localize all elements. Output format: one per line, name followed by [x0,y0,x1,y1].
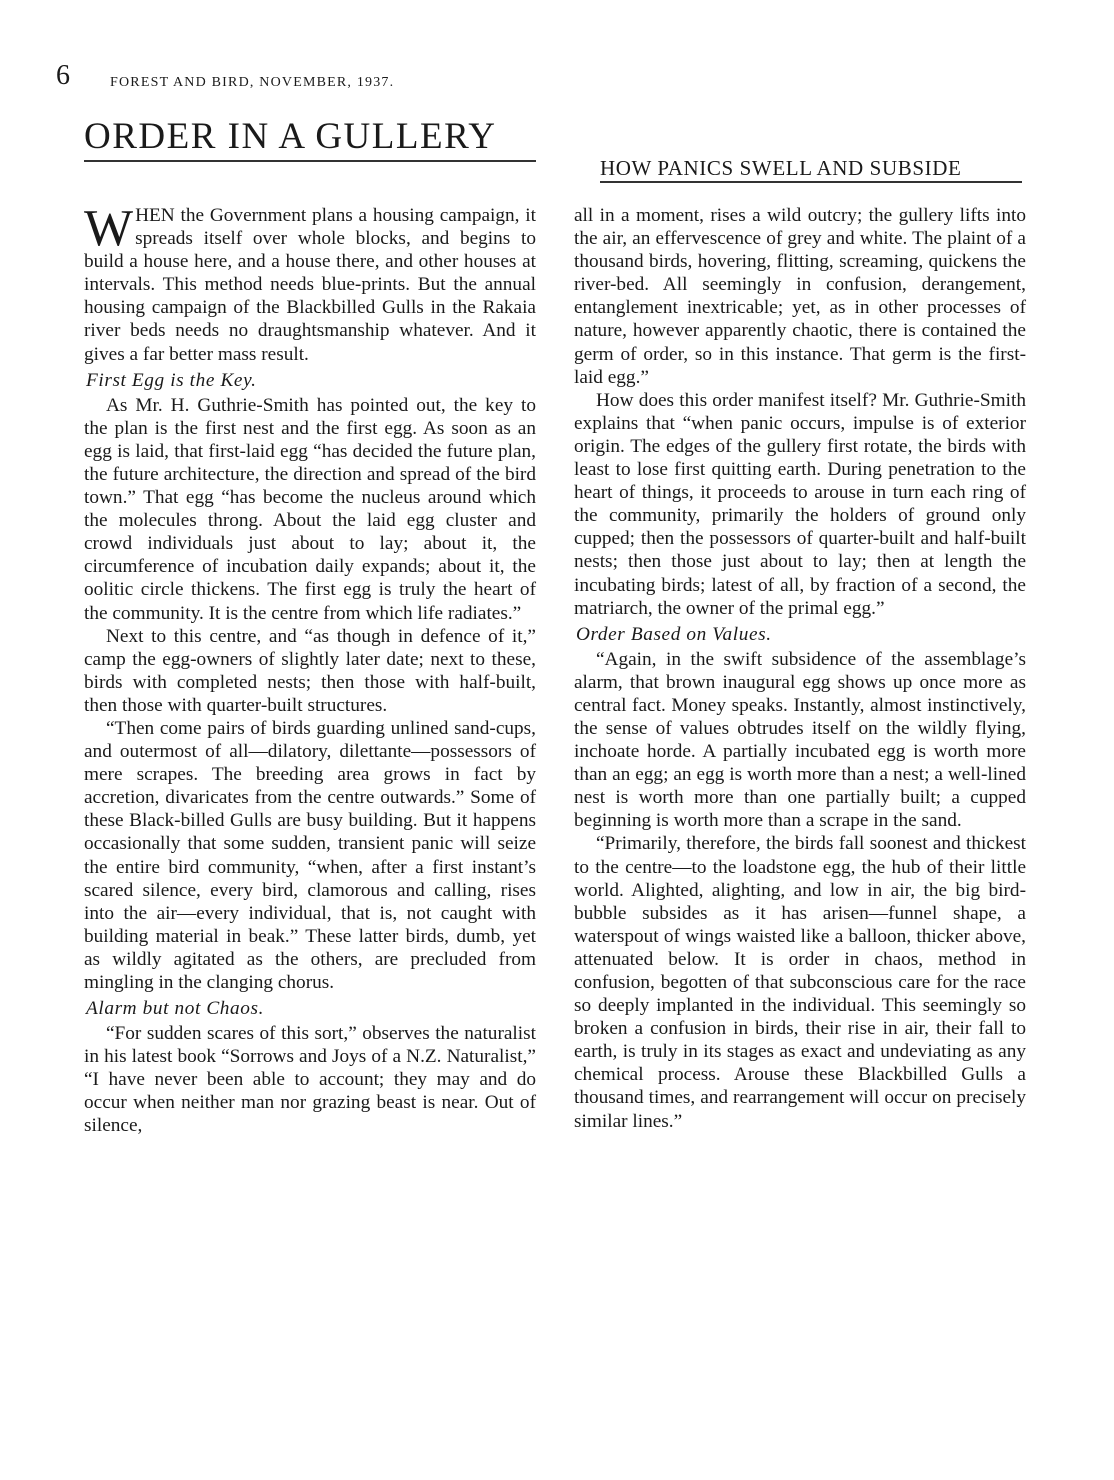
paragraph: “Then come pairs of birds guarding unlined sand-cups, and outermost of all—dilatory, dilettante—possessors of mere scrapes. The breeding area grows in fact by accretion, divaricates from the centre outwards.” Some of these Black-billed Gulls are busy building. But it happens occasionally that some sudden, transient panic will seize the entire bird community, “when, after a first instant’s scared silence, every bird, clamorous and calling, rises into the air—every individual, that is, not caught with building material in beak.” These latter birds, dumb, yet as wildly agitated as the others, are precluded from mingling in the clanging chorus. [84,717,536,993]
article-subtitle: HOW PANICS SWELL AND SUBSIDE [600,155,1022,183]
intro-text: HEN the Government plans a housing campaign, it spreads itself over whole blocks, and begins to build a house here, and a house there, and other houses at intervals. This method needs blue-prints. But the annual housing campaign of the Blackbilled Gulls in the Rakaia river beds needs no draughtsmanship whatever. And it gives a far better mass result. [84,205,536,365]
drop-cap: W [84,200,134,257]
article-title: ORDER IN A GULLERY [84,114,536,162]
intro-paragraph [84,200,536,366]
paragraph-continued: all in a moment, rises a wild outcry; the gullery lifts into the air, an effervescence of grey and white. The plaint of a thousand birds, hovering, flitting, screaming, quickens the river-bed. All seemingly in confusion, derangement, entanglement inextricable; yet, as in other processes of nature, however apparently chaotic, there is contained the germ of order, so in this instance. That germ is the first-laid egg.” [574,205,1026,388]
running-head: FOREST AND BIRD, NOVEMBER, 1937. [110,75,395,90]
subheading-values: Order Based on Values. [576,623,772,645]
paragraph: “Primarily, therefore, the birds fall soonest and thickest to the centre—to the loadstone egg, the hub of their little world. Alighted, alighting, and low in air, the big bird-bubble subsides as it has arisen—funnel shape, a waterspout of wings waisted like a balloon, thicker above, attenuated below. It is order in chaos, method in confusion, begotten of that subconscious care for the race so deeply implanted in the individual. This seemingly so broken a confusion in birds, their rise in air, their fall to earth, is truly in its stages as exact and undeviating as any chemical process. Arouse these Blackbilled Gulls a thousand times, and rearrangement will occur on precisely similar lines.” [574,833,1026,1132]
paragraph: As Mr. H. Guthrie-Smith has pointed out, the key to the plan is the first nest and the first egg. As soon as an egg is laid, that first-laid egg “has decided the future plan, the future architecture, the direction and spread of the bird town.” That egg “has become the nucleus around which the molecules throng. About the laid egg cluster and crowd individuals just about to lay; about it, the circumference of incubation daily expands; about it, the oolitic circle thickens. The first egg is truly the heart of the community. It is the centre from which life radiates.” [84,394,536,624]
subheading-alarm: Alarm but not Chaos. [86,998,265,1020]
paragraph: How does this order manifest itself? Mr. Guthrie-Smith explains that “when panic occurs, impulse is of exterior origin. The edges of the gullery first rotate, the birds with least to lose first quitting earth. During penetration to the heart of things, it proceeds to arouse in turn each ring of the community, primarily the holders of ground only cupped; then the possessors of quarter-built and half-built nests; then those just about to lay; then at length the incubating birds; latest of all, by fraction of a second, the matriarch, the owner of the primal egg.” [574,389,1026,619]
page-number: 6 [56,60,70,91]
paragraph: Next to this centre, and “as though in defence of it,” camp the egg-owners of slightly later date; next to these, birds with completed nests; then those with half-built, then those with quarter-built structures. [84,625,536,716]
paragraph: “For sudden scares of this sort,” observes the naturalist in his latest book “Sorrows and Joys of a N.Z. Naturalist,” “I have never been able to account; they may and do occur when neither man nor grazing beast is near. Out of silence, [84,1023,536,1137]
right-column [574,204,1026,1133]
paragraph: “Again, in the swift subsidence of the assemblage’s alarm, that brown inaugural egg shows up once more as central fact. Money speaks. Instantly, almost instinctively, the sense of values obtrudes itself on the wildly flying, inchoate horde. A partially incubated egg is worth more than an egg; an egg is worth more than a nest; a well-lined nest is worth more than one partially built; a cupped beginning is worth more than a scrape in the sand. [574,648,1026,832]
left-column [84,200,536,1138]
subheading-first-egg: First Egg is the Key. [86,369,257,391]
